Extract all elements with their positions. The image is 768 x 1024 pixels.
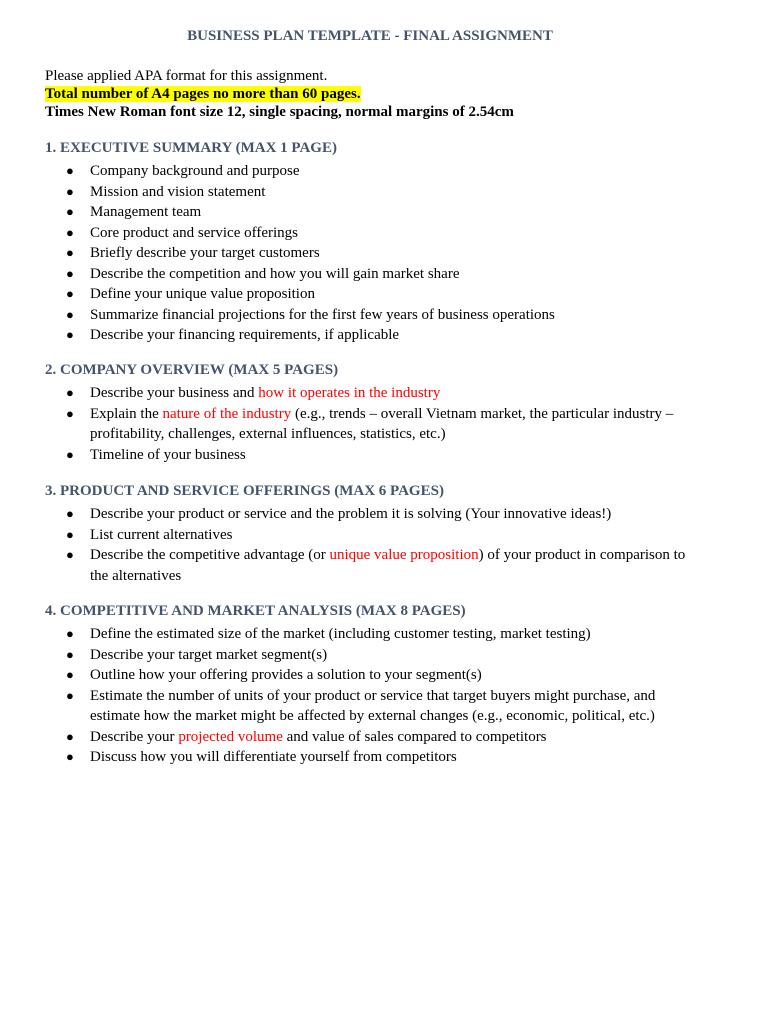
list-item: ● Discuss how you will differentiate yourself from competitors: [45, 747, 705, 768]
font-spacing-note: Times New Roman font size 12, single spacing, normal margins of 2.54cm: [45, 104, 514, 120]
bullet-icon: ●: [66, 446, 74, 462]
bullet-icon: ●: [66, 224, 74, 240]
bullet-list: [45, 383, 705, 465]
bullet-icon: ●: [66, 506, 74, 521]
list-item: ● Describe the competition and how you will gain market share: [45, 264, 705, 285]
list-item: ● Company background and purpose: [45, 161, 705, 182]
list-item: ● Mission and vision statement: [45, 182, 705, 203]
list-item: ● Summarize financial projections for the first few years of business operations: [45, 305, 705, 326]
bullet-icon: ●: [66, 204, 74, 219]
bullet-icon: ●: [66, 265, 74, 281]
bullet-icon: ●: [66, 687, 74, 703]
bullet-icon: ●: [66, 646, 74, 662]
bullet-list: [45, 624, 705, 768]
list-item: ● Describe your financing requirements, if applicable: [45, 325, 705, 346]
list-item: ● Describe your projected volume and value of sales compared to competitors: [45, 727, 705, 748]
section-competitive-market-analysis: [45, 602, 705, 768]
list-item: ● Describe your product or service and the problem it is solving (Your innovative ideas!): [45, 504, 705, 525]
bullet-icon: ●: [66, 728, 74, 744]
emphasis-text: how it operates in the industry: [258, 385, 441, 401]
apa-format-note: Please applied APA format for this assignment.: [45, 68, 328, 84]
list-item: ● Core product and service offerings: [45, 223, 705, 244]
bullet-icon: ●: [66, 626, 74, 641]
section-heading: 1. EXECUTIVE SUMMARY (MAX 1 PAGE): [45, 140, 337, 156]
bullet-icon: ●: [66, 245, 74, 260]
bullet-icon: ●: [66, 749, 74, 764]
list-item: ● Define the estimated size of the market (including customer testing, market testing): [45, 624, 705, 645]
bullet-icon: ●: [66, 183, 74, 199]
section-executive-summary: [45, 139, 705, 346]
page-title: BUSINESS PLAN TEMPLATE - FINAL ASSIGNMENT: [187, 28, 553, 44]
list-item: ● List current alternatives: [45, 525, 705, 546]
bullet-icon: ●: [66, 385, 74, 400]
bullet-list: [45, 504, 705, 586]
list-item: ● Explain the nature of the industry (e.g., trends – overall Vietnam market, the particular industry – profitability, challenges, external influences, statistics, etc.): [66, 405, 674, 442]
intro-block: [45, 67, 514, 121]
list-item: ● Briefly describe your target customers: [45, 243, 705, 264]
bullet-icon: ●: [66, 405, 74, 421]
list-item: ● Describe the competitive advantage (or unique value proposition) of your product in comparison to the alternatives: [66, 547, 686, 584]
bullet-icon: ●: [66, 286, 74, 301]
bullet-icon: ●: [66, 667, 74, 682]
section-company-overview: [45, 361, 705, 465]
emphasis-text: projected volume: [178, 728, 283, 745]
section-heading: 2. COMPANY OVERVIEW (MAX 5 PAGES): [45, 362, 339, 378]
list-item: ● Describe your business and how it operates in the industry: [45, 383, 705, 404]
emphasis-text: nature of the industry: [162, 405, 292, 422]
page-limit-note: Total number of A4 pages no more than 60 pages.: [45, 86, 361, 102]
emphasis-text: unique value proposition: [329, 547, 479, 563]
section-heading: 3. PRODUCT AND SERVICE OFFERINGS (MAX 6 PAGES): [45, 483, 444, 499]
bullet-icon: ●: [66, 526, 74, 542]
section-product-service-offerings: [45, 482, 705, 586]
list-item: ● Describe your target market segment(s): [45, 645, 705, 666]
bullet-icon: ●: [66, 306, 74, 322]
list-item: ● Estimate the number of units of your product or service that target buyers might purchase, and estimate how the market might be affected by external changes (e.g., economic, political, etc.): [66, 687, 656, 724]
list-item: ● Outline how your offering provides a solution to your segment(s): [45, 665, 705, 686]
bullet-icon: ●: [66, 327, 74, 342]
section-heading: 4. COMPETITIVE AND MARKET ANALYSIS (MAX 8 PAGES): [45, 603, 466, 619]
bullet-icon: ●: [66, 163, 74, 178]
list-item: ● Timeline of your business: [45, 445, 705, 466]
list-item: ● Define your unique value proposition: [45, 284, 705, 305]
list-item: ● Management team: [45, 202, 705, 223]
bullet-icon: ●: [66, 547, 74, 562]
bullet-list: [45, 161, 705, 346]
